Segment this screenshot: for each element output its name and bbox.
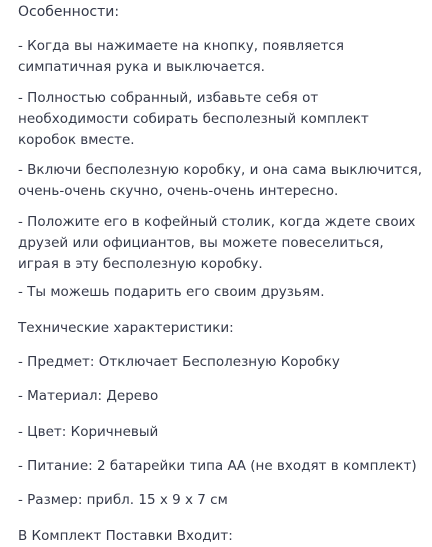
spec-item-material: - Материал: Дерево: [18, 388, 159, 404]
feature-item-3: [18, 160, 428, 202]
feature-item-2-line-2: необходимости собирать бесполезный комплект: [18, 111, 369, 127]
feature-item-1-line-1: - Когда вы нажимаете на кнопку, появляется: [18, 38, 344, 54]
spec-item-power: - Питание: 2 батарейки типа АА (не входят в комплект): [18, 458, 417, 474]
spec-item-subject: - Предмет: Отключает Бесполезную Коробку: [18, 354, 340, 370]
feature-item-1-line-2: симпатичная рука и выключается.: [18, 59, 265, 75]
feature-item-5-line-1: - Ты можешь подарить его своим друзьям.: [18, 284, 325, 300]
spec-item-color: - Цвет: Коричневый: [18, 424, 159, 440]
feature-item-5: [18, 282, 428, 303]
feature-item-2-line-3: коробок вместе.: [18, 132, 135, 148]
specs-heading: Технические характеристики:: [18, 320, 234, 336]
features-heading: Особенности:: [18, 4, 120, 20]
feature-item-4-line-2: друзей или официантов, вы можете повеселиться,: [18, 235, 384, 251]
feature-item-3-line-1: - Включи бесполезную коробку, и она сама выключится,: [18, 162, 422, 178]
feature-item-4-line-1: - Положите его в кофейный столик, когда ждете своих: [18, 214, 416, 230]
feature-item-1: [18, 36, 428, 78]
feature-item-2-line-1: - Полностью собранный, избавьте себя от: [18, 90, 319, 106]
spec-item-size: - Размер: прибл. 15 x 9 x 7 см: [18, 492, 228, 508]
feature-item-4: [18, 212, 428, 275]
feature-item-3-line-2: очень-очень скучно, очень-очень интересно.: [18, 183, 339, 199]
feature-item-4-line-3: играя в эту бесполезную коробку.: [18, 256, 263, 272]
feature-item-2: [18, 88, 428, 151]
package-contents-heading: В Комплект Поставки Входит:: [18, 528, 233, 544]
